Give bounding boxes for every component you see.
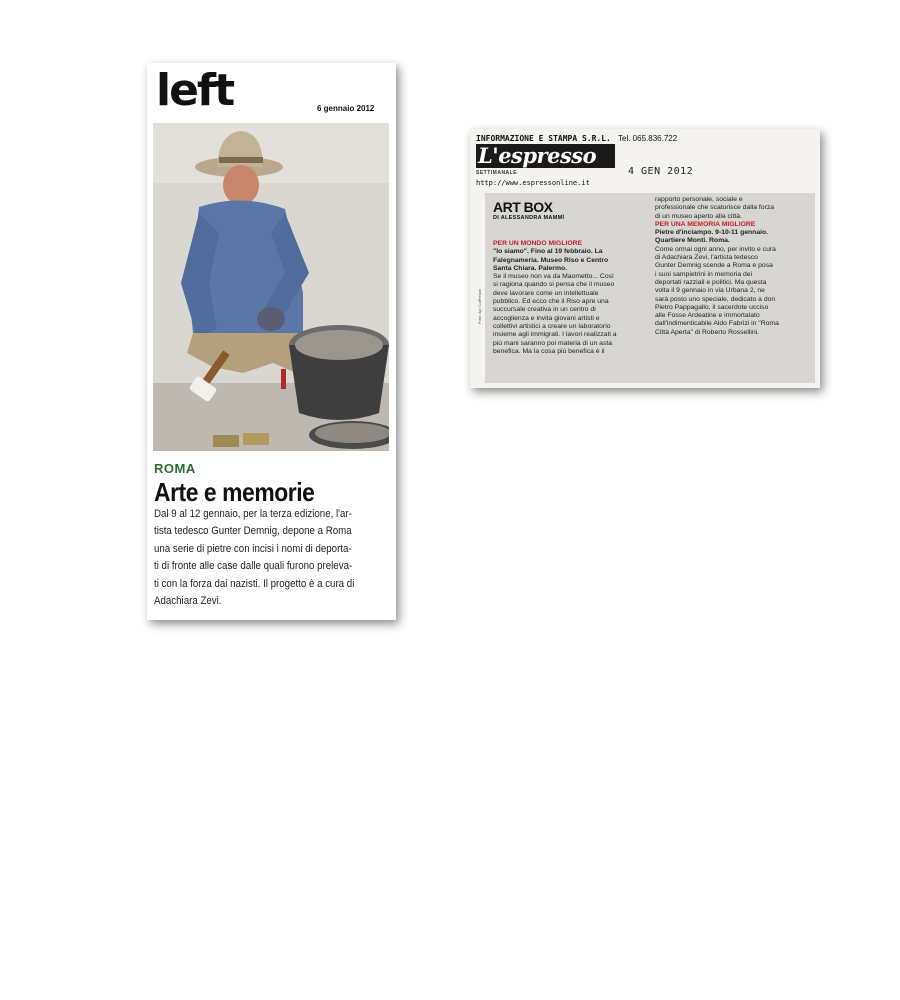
- body-line: una serie di pietre con incisi i nomi di deporta-: [154, 542, 352, 555]
- column-bold-line: Santa Chiara. Palermo.: [493, 264, 568, 272]
- column-line: deve lavorare come un intellettuale: [493, 289, 599, 297]
- column-line: pubblico. Ed ecco che il Riso apre una: [493, 298, 609, 306]
- column-line: Come ormai ogni anno, per invito e cura: [655, 245, 776, 253]
- column-line: sarà posto uno speciale, dedicato a don: [655, 295, 776, 303]
- agency-name: INFORMAZIONE E STAMPA S.R.L.: [476, 134, 611, 143]
- column-line: Pietro Pappagallo, il sacerdote ucciso: [655, 303, 769, 311]
- column-line: di Adachiara Zevi, l'artista tedesco: [655, 254, 758, 262]
- column-line: i suoi sampietrini in memoria dei: [655, 270, 753, 278]
- column-line: si ragiona quando si pensa che il museo: [493, 281, 615, 289]
- article-column-1: [493, 240, 617, 356]
- column-bold-line: "Io siamo". Fino al 19 febbraio. La: [493, 248, 603, 256]
- espresso-logo: L'espresso: [476, 144, 615, 168]
- date-stamp: 4 GEN 2012: [628, 166, 694, 177]
- column-line: di un museo aperto alla città.: [655, 212, 742, 220]
- right-clipping: [470, 129, 820, 388]
- column-line: Se il museo non va da Maometto... Così: [493, 273, 614, 281]
- column-line: più mani saranno poi materia di un asta: [493, 339, 613, 347]
- publication-frequency: SETTIMANALE: [476, 170, 518, 176]
- article-title: Arte e memorie: [154, 477, 315, 507]
- column-bold-line: Falegnameria. Museo Riso e Centro: [493, 256, 609, 264]
- column-bold-line: Quartiere Monti. Roma.: [655, 237, 730, 245]
- box-title: ART BOX: [493, 199, 553, 215]
- column-line: benefica. Ma la cosa più benefica è il: [493, 347, 605, 355]
- column-line: succursale creativa in un centro di: [493, 306, 596, 314]
- column-line: Città Aperta" di Roberto Rossellini.: [655, 328, 760, 336]
- column-line: collettivi artistici a creare un laboratorio: [493, 322, 611, 330]
- column-bold-line: Pietre d'inciampo. 9-10-11 gennaio.: [655, 229, 769, 237]
- column-line: Gunter Demnig scende a Roma e posa: [655, 262, 773, 270]
- column-line: dall'indimenticabile Aldo Fabrizi in "Roma: [655, 320, 779, 328]
- column-line: insieme agli immigrati. I lavori realizzati a: [493, 331, 617, 339]
- body-line: tista tedesco Gunter Demnig, depone a Roma: [154, 525, 352, 538]
- column-line: volta il 9 gennaio in via Urbana 2, ne: [655, 287, 765, 295]
- art-box-article: [485, 193, 815, 383]
- photo-credit: Foto: Ap / LaPresse: [477, 288, 482, 324]
- column-heading: PER UN MONDO MIGLIORE: [493, 240, 583, 247]
- left-clipping: [147, 63, 396, 620]
- left-date: 6 gennaio 2012: [317, 104, 375, 113]
- column-line: accoglienza e invita giovani artisti e: [493, 314, 600, 322]
- left-logo: left: [156, 65, 234, 116]
- article-column-2: [655, 196, 779, 337]
- article-body: [154, 506, 396, 610]
- column-line: rapporto personale, sociale e: [655, 196, 743, 203]
- body-line: ti con la forza dai nazisti. Il progetto è a cura di: [154, 577, 355, 590]
- body-line: Dal 9 al 12 gennaio, per la terza edizione, l'ar-: [154, 508, 352, 520]
- box-author: DI ALESSANDRA MAMMÌ: [493, 215, 565, 221]
- body-line: Adachiara Zevi.: [154, 595, 222, 608]
- publication-url: http://www.espressonline.it: [476, 179, 590, 187]
- agency-phone: Tel. 065.836.722: [618, 134, 678, 143]
- column-line: deportati razziali e politici. Ma questa: [655, 278, 767, 286]
- column-line: alle Fosse Ardeatine e immortalato: [655, 312, 760, 320]
- artist-photo: [153, 123, 389, 451]
- column-heading: PER UNA MEMORIA MIGLIORE: [655, 220, 756, 228]
- column-line: professionale che scaturisce dalla forza: [655, 204, 775, 212]
- body-line: ti di fronte alle case dalle quali furono preleva-: [154, 560, 353, 573]
- section-label: ROMA: [154, 461, 196, 476]
